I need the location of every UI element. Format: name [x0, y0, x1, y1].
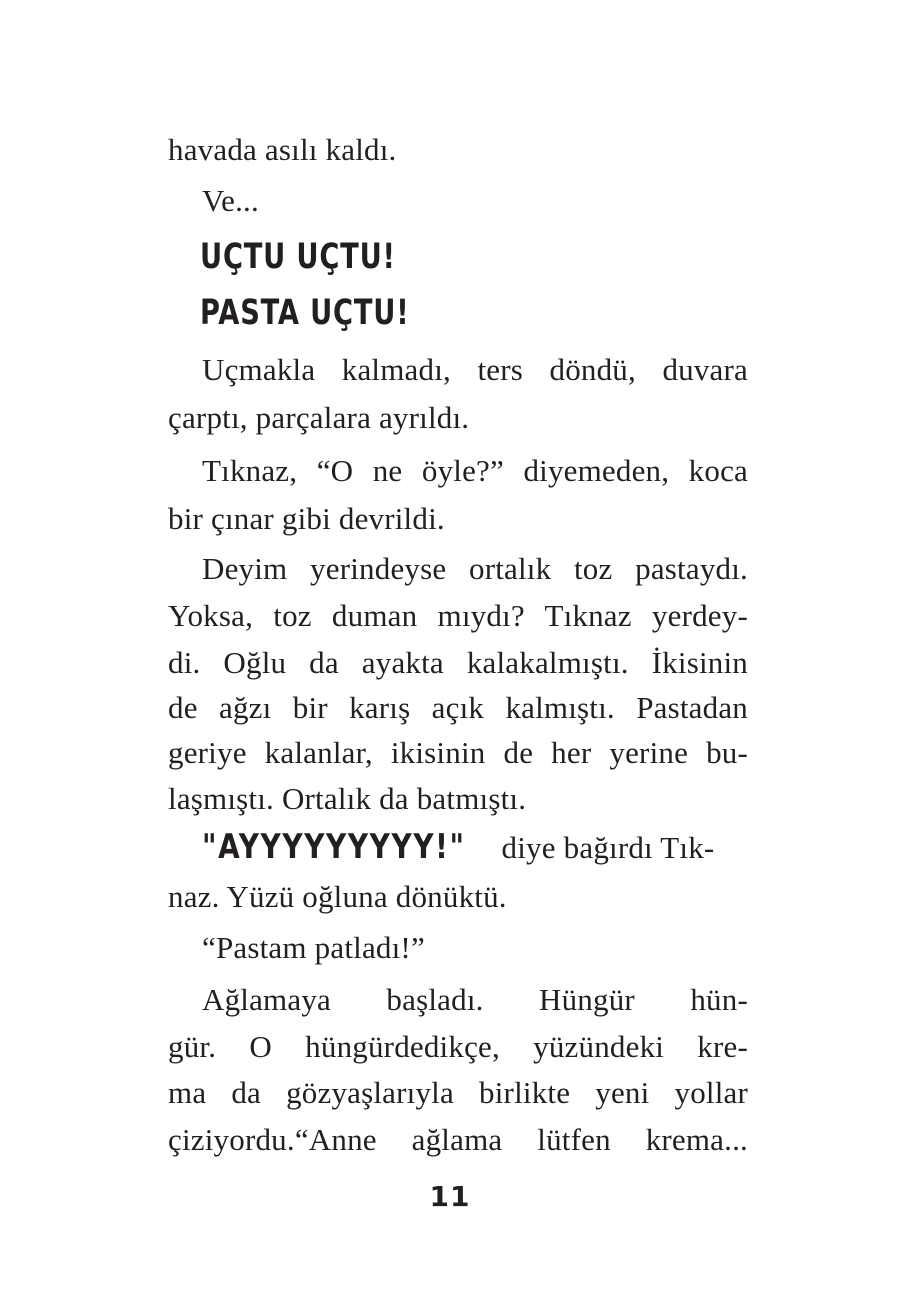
text-fragment: diye bağırdı Tık- — [501, 830, 715, 865]
text-line: de ağzı bir karış açık kalmıştı. Pastadan — [168, 690, 748, 725]
text-line: Ve... — [202, 183, 259, 218]
text-line: Yoksa, toz duman mıydı? Tıknaz yerdey- — [168, 598, 748, 633]
text-line: Uçmakla kalmadı, ters döndü, duvara — [202, 352, 748, 387]
text-line: Tıknaz, “O ne öyle?” diyemeden, koca — [202, 453, 748, 488]
text-line: Deyim yerindeyse ortalık toz pastaydı. — [202, 551, 748, 586]
text-line: naz. Yüzü oğluna dönüktü. — [168, 879, 507, 914]
text-line: geriye kalanlar, ikisinin de her yerine bu- — [168, 735, 748, 770]
text-line: Ağlamaya başladı. Hüngür hün- — [202, 982, 748, 1017]
text-line — [202, 825, 748, 870]
display-heading: UÇTU UÇTU! — [200, 237, 396, 277]
text-line: çiziyordu.“Anne ağlama lütfen krema... — [168, 1122, 748, 1157]
text-line: “Pastam patladı!” — [202, 930, 425, 965]
text-line: di. Oğlu da ayakta kalakalmıştı. İkisinin — [168, 645, 748, 680]
text-line: laşmıştı. Ortalık da batmıştı. — [168, 781, 527, 816]
text-line: gür. O hüngürdedikçe, yüzündeki kre- — [168, 1029, 748, 1064]
text-line: bir çınar gibi devrildi. — [168, 501, 445, 536]
display-heading: PASTA UÇTU! — [200, 293, 410, 333]
text-line: ma da gözyaşlarıyla birlikte yeni yollar — [168, 1075, 748, 1110]
text-line: havada asılı kaldı. — [168, 132, 397, 167]
shout-text: "AYYYYYYYYY!" — [202, 827, 466, 867]
page-number: 11 — [429, 1180, 471, 1213]
text-line: çarptı, parçalara ayrıldı. — [168, 400, 470, 435]
